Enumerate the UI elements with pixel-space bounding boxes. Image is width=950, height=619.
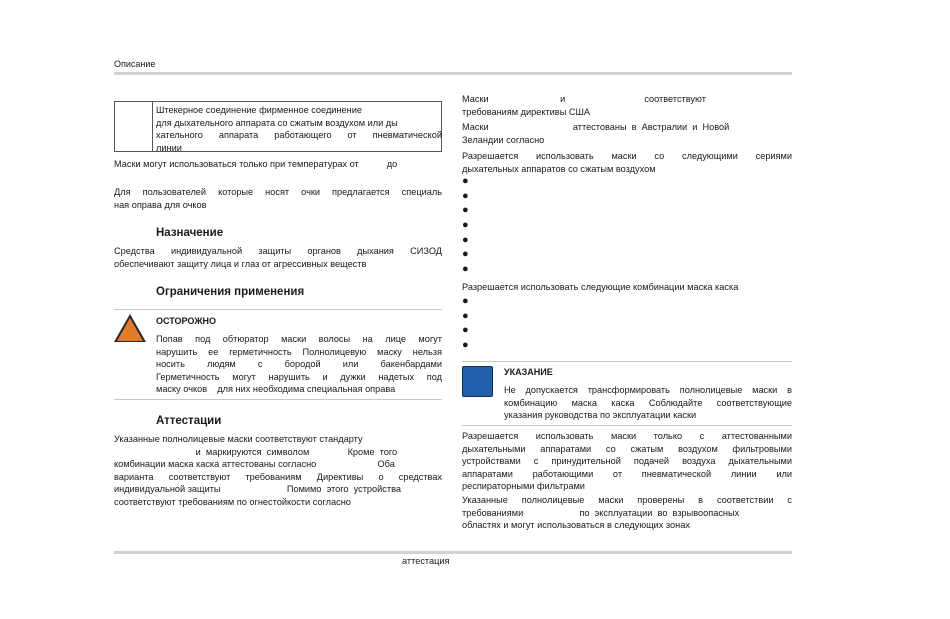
text-line: линии [156,142,182,153]
certs-heading: Аттестации [156,415,222,427]
combo-intro: Разрешается использовать следующие комбинации маска каска [462,282,739,292]
note-top-rule [462,361,792,362]
text-line: соответствуют требованиям по огнестойкости согласно [114,496,351,507]
text-line: Не допускается трансформировать полнолицевые маски в [504,385,792,395]
text-line: комбинацию маска каска Соблюдайте соответствующие [504,397,792,408]
text-line: Маски и соответствуют [462,94,706,104]
series-bullet-list [462,174,469,277]
series-intro [462,150,792,175]
certs-text [114,433,442,508]
list-item: ● [462,175,469,187]
connector-description [156,104,442,154]
text-line: нарушить ее герметичность Полнолицевую маску нельзя [156,346,442,357]
text-line: требованиям директивы США [462,106,591,117]
list-item: ● [462,204,469,217]
australia-text [462,121,792,146]
text-line: и маркируются символом Кроме того [114,446,398,457]
list-item: ● [462,295,469,307]
text-line: маску очков для них необходима специальная оправа [156,384,396,394]
text-line: Указанные полнолицевые маски соответствуют стандарту [114,434,363,444]
list-item: ● [462,263,469,276]
text-line: носить людям с бородой или бакенбардами [156,359,442,369]
text-line: варианта соответствуют требованиям Директивы о средствах [114,471,442,482]
list-item: ● [462,189,469,202]
text-line: индивидуальной защиты Помимо этого устройства [114,484,401,494]
list-item: ● [462,324,469,337]
footer-rule [114,551,792,554]
caution-top-rule [114,309,442,310]
text-line: респираторными фильтрами [462,481,585,491]
text-line: Зеландии согласно [462,134,545,145]
list-item: ● [462,233,469,246]
text-line: Маски аттестованы в Австралии и Новой [462,122,730,132]
text-line: для дыхательного аппарата со сжатым воздухом или ды [156,117,398,128]
text-line: комбинации маска каска аттестованы согласно Оба [114,459,395,469]
text-line: Средства индивидуальной защиты органов дыхания СИЗОД [114,246,442,256]
text-line: обеспечивают защиту лица и глаз от агрессивных веществ [114,258,367,269]
text-line: указания руководства по эксплуатации каски [504,410,697,420]
text-line: областях и могут использоваться в следующих зонах [462,520,690,530]
explosion-text [462,494,792,532]
text-line: ная оправа для очков [114,199,207,210]
glasses-note [114,186,442,211]
purpose-text [114,245,442,270]
usa-text [462,93,792,118]
text-line: устройствами с принудительной подачей воздуха дыхательными [462,456,792,466]
text-line: хательного аппарата работающего от пневматической [156,130,442,140]
connector-table [114,101,442,152]
caution-text [156,333,442,396]
filters-text [462,430,792,493]
purpose-heading: Назначение [156,227,224,239]
text-line: дыхательными аппаратами со сжатым воздухом фильтровыми [462,443,792,454]
note-bottom-rule [462,425,792,426]
caution-bottom-rule [114,399,442,400]
text-line: Попав под обтюратор маски волосы на лице могут [156,334,442,344]
list-item: ● [462,248,469,261]
section-title: Описание [114,59,156,69]
text-line: Указанные полнолицевые маски проверены в соответствии с [462,495,792,505]
note-text [504,384,792,422]
footer-label: аттестация [402,556,450,566]
text-line: Разрешается использовать маски только с аттестованными [462,431,792,441]
text-line: Для пользователей которые носят очки предлагается специаль [114,187,442,197]
temperature-note: Маски могут использоваться только при температурах от до [114,159,398,169]
text-line: аппаратами работающими от пневматической линии или [462,468,792,479]
text-line: Разрешается использовать маски со следующими сериями [462,151,792,161]
note-title: УКАЗАНИЕ [504,367,553,377]
text-line: Штекерное соединение фирменное соединение [156,105,362,115]
list-item: ● [462,219,469,232]
combo-bullet-list [462,294,469,353]
list-item: ● [462,339,469,352]
header-rule [114,72,792,75]
text-line: Герметичность могут нарушить и дужки надетых под [156,371,442,382]
note-square-icon [462,366,493,397]
warning-triangle-icon [114,313,146,343]
limits-heading: Ограничения применения [156,286,305,298]
text-line: требованиями по эксплуатации во взрывоопасных [462,507,740,518]
caution-title: ОСТОРОЖНО [156,316,216,326]
list-item: ● [462,309,469,322]
text-line: дыхательных аппаратов со сжатым воздухом [462,163,656,174]
table-cell-divider [152,102,153,151]
